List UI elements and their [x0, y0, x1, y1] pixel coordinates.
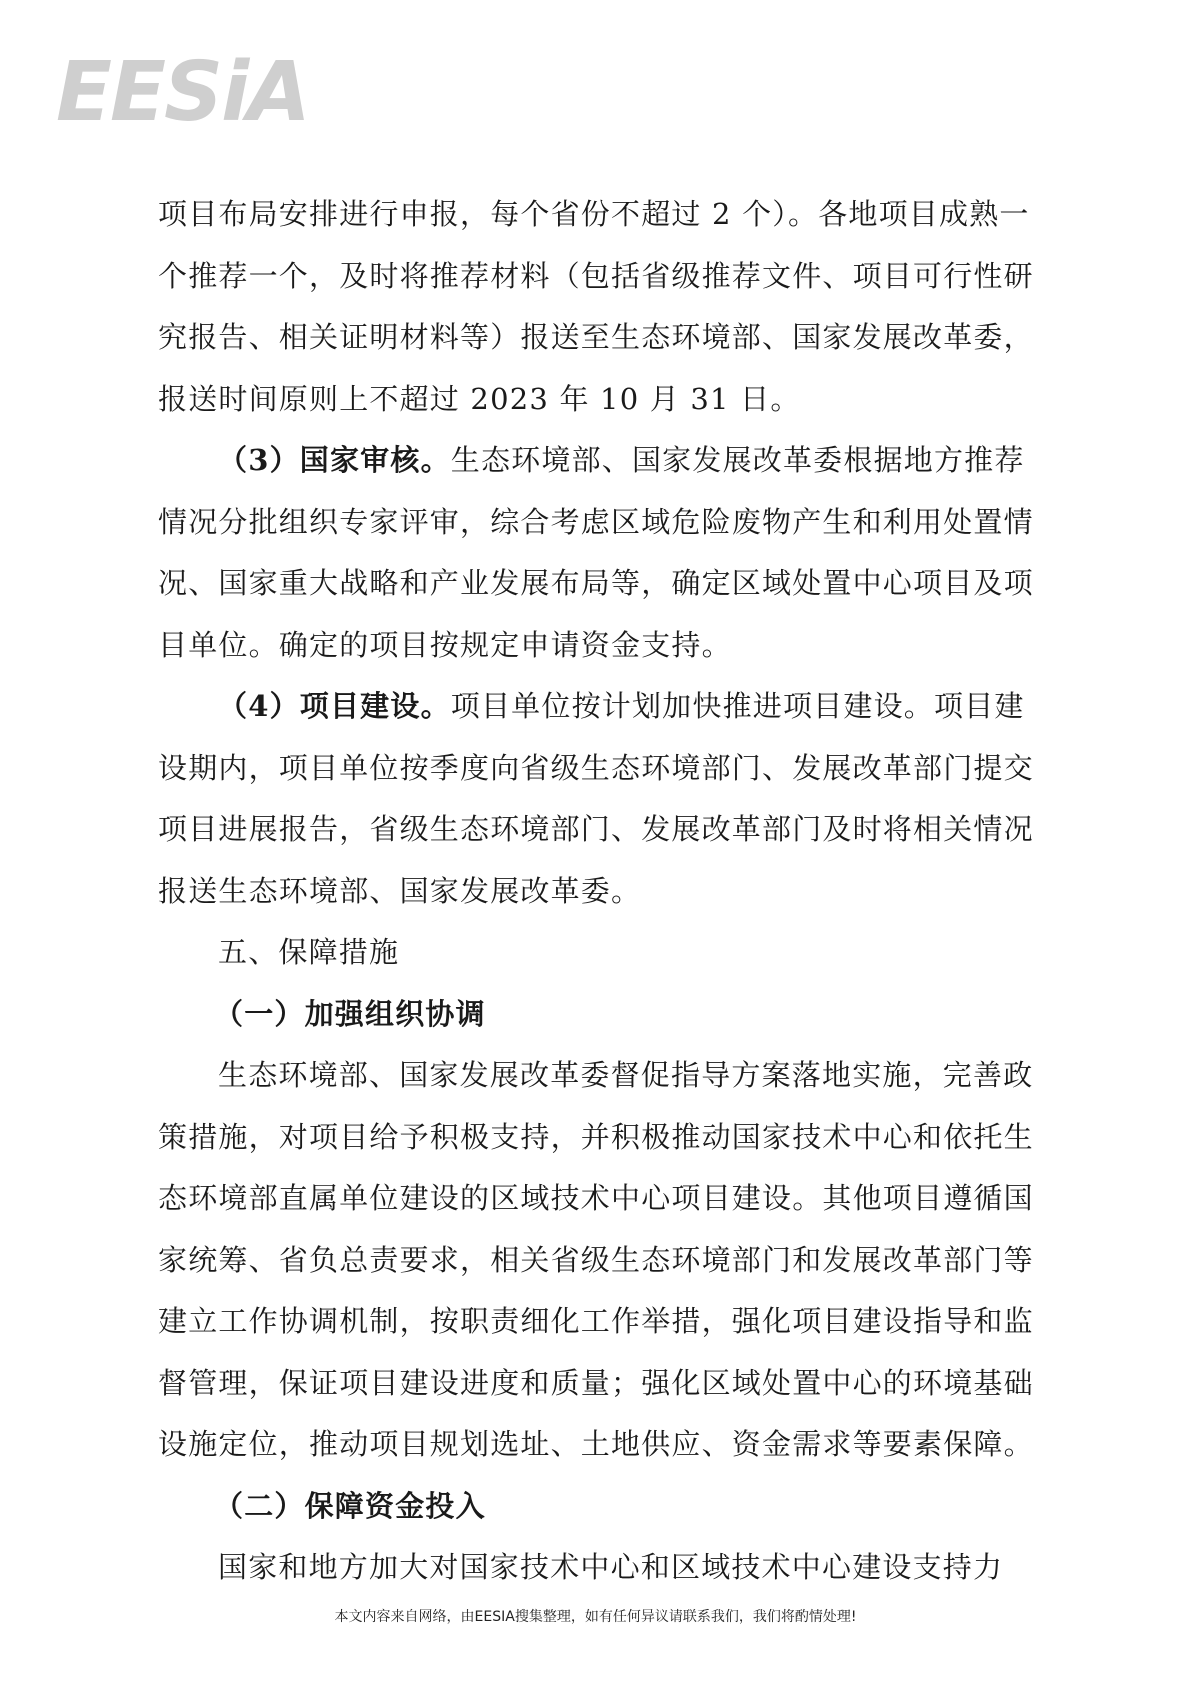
text-line: [158, 430, 1038, 492]
text-line: 究报告、相关证明材料等）报送至生态环境部、国家发展改革委，: [158, 320, 1034, 354]
text-line: 生态环境部、国家发展改革委督促指导方案落地实施，完善政: [218, 1058, 1034, 1092]
footer-disclaimer: 本文内容来自网络，由EESIA搜集整理，如有任何异议请联系我们，我们将酌情处理!: [334, 1609, 857, 1625]
text-line: 个推荐一个，及时将推荐材料（包括省级推荐文件、项目可行性研: [158, 258, 1034, 293]
text-line: 设期内，项目单位按季度向省级生态环境部门、发展改革部门提交: [158, 750, 1034, 785]
text-line: 报送生态环境部、国家发展改革委。: [158, 873, 642, 908]
text-line: 国家和地方加大对国家技术中心和区域技术中心建设支持力: [218, 1550, 1004, 1584]
document-body: [158, 184, 1038, 1599]
paragraph-national-review: [158, 430, 1038, 676]
paragraph-coordination: [158, 1045, 1038, 1476]
paragraph-project-construction: [158, 676, 1038, 922]
subsection-heading-funding: （二）保障资金投入: [214, 1488, 486, 1523]
text-fragment: 生态环境部、国家发展改革委根据地方推荐: [450, 443, 1025, 477]
text-line: 情况分批组织专家评审，综合考虑区域危险废物产生和利用处置情: [158, 504, 1034, 539]
text-line: 目单位。确定的项目按规定申请资金支持。: [158, 627, 732, 662]
text-line: 督管理，保证项目建设进度和质量；强化区域处置中心的环境基础: [158, 1365, 1034, 1400]
text-line: 策措施，对项目给予积极支持，并积极推动国家技术中心和依托生: [158, 1119, 1034, 1154]
text-line: 况、国家重大战略和产业发展布局等，确定区域处置中心项目及项: [158, 566, 1034, 600]
text-line: 设施定位，推动项目规划选址、土地供应、资金需求等要素保障。: [158, 1427, 1034, 1461]
text-line: 项目布局安排进行申报，每个省份不超过 2 个）。各地项目成熟一: [158, 197, 1030, 231]
paragraph-application: [158, 184, 1038, 430]
text-fragment: 项目单位按计划加快推进项目建设。项目建: [450, 689, 1025, 723]
subsection-heading-coordination: （一）加强组织协调: [214, 996, 486, 1031]
text-line: [158, 676, 1038, 738]
section-heading-safeguards: 五、保障措施: [218, 935, 400, 969]
text-line: 家统筹、省负总责要求，相关省级生态环境部门和发展改革部门等: [158, 1242, 1034, 1277]
text-line: 报送时间原则上不超过 2023 年 10 月 31 日。: [158, 381, 801, 416]
paragraph-funding: [158, 1537, 1038, 1599]
eesia-logo: EESiA: [56, 45, 309, 140]
item-heading-project-construction: （4）项目建设。: [218, 689, 451, 723]
text-line: 态环境部直属单位建设的区域技术中心项目建设。其他项目遵循国: [158, 1181, 1034, 1215]
text-line: 项目进展报告，省级生态环境部门、发展改革部门及时将相关情况: [158, 812, 1034, 846]
item-heading-national-review: （3）国家审核。: [218, 443, 451, 477]
text-line: 建立工作协调机制，按职责细化工作举措，强化项目建设指导和监: [158, 1304, 1034, 1338]
